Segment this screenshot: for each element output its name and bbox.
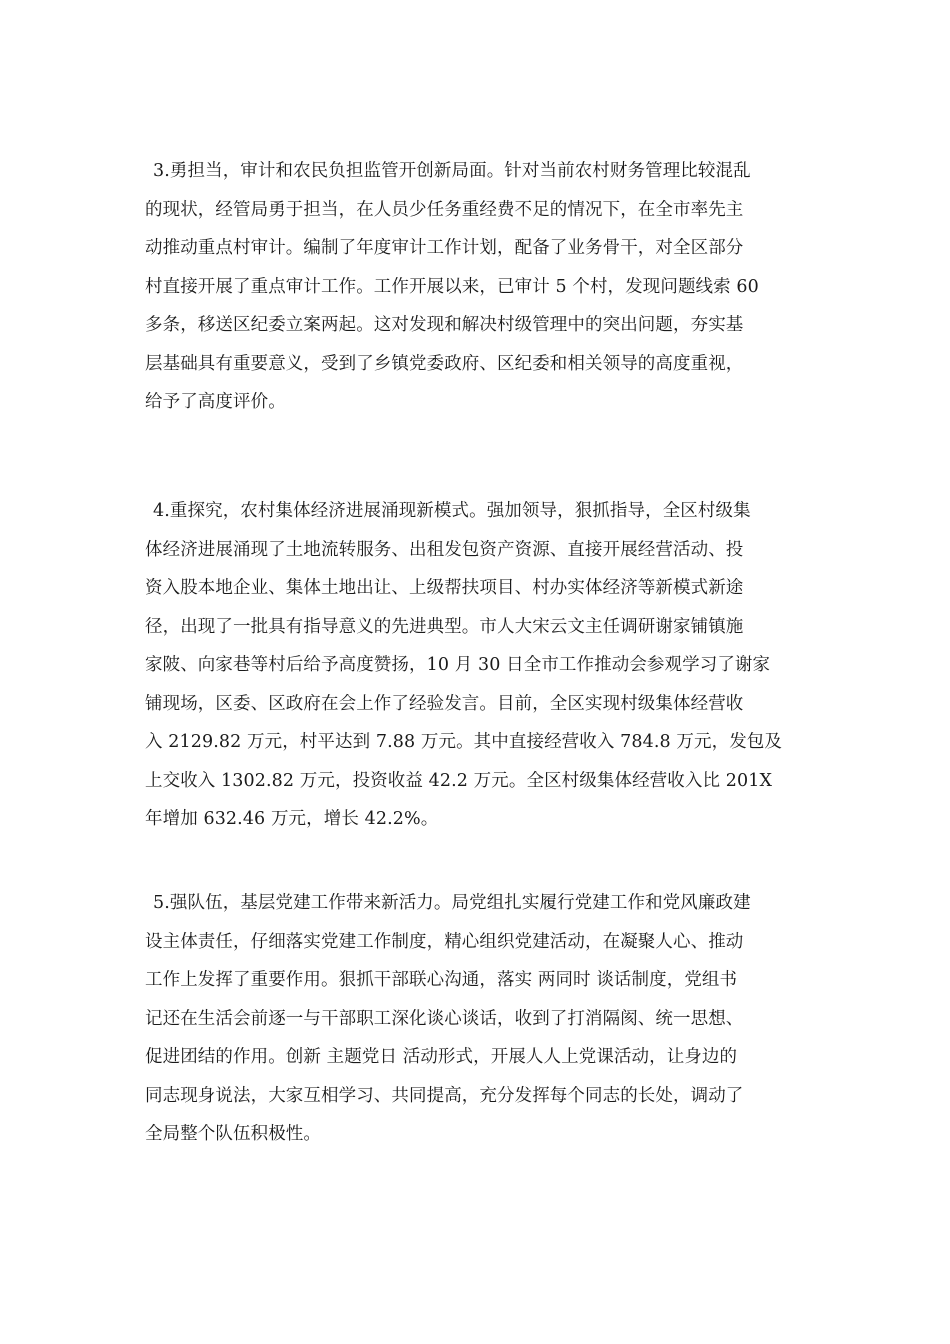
text-line: 体经济进展涌现了土地流转服务、出租发包资产资源、直接开展经营活动、投 [145,539,744,560]
text-line: 家陂、向家巷等村后给予高度赞扬，10 月 30 日全市工作推动会参观学习了谢家 [145,655,771,675]
text-line: 铺现场，区委、区政府在会上作了经验发言。目前，全区实现村级集体经营收 [145,693,744,714]
text-line: 的现状，经管局勇于担当，在人员少任务重经费不足的情况下，在全市率先主 [145,199,744,220]
text-line: 全局整个队伍积极性。 [145,1124,321,1144]
text-line: 多条，移送区纪委立案两起。这对发现和解决村级管理中的突出问题，夯实基 [145,315,744,335]
text-line: 村直接开展了重点审计工作。工作开展以来，已审计 5 个村，发现问题线索 60 [145,276,759,297]
text-line: 年增加 632.46 万元，增长 42.2%。 [145,809,439,829]
text-line: 入 2129.82 万元，村平达到 7.88 万元。其中直接经营收入 784.8 万元，发包及 [145,732,783,752]
text-line: 记还在生活会前逐一与干部职工深化谈心谈话，收到了打消隔阂、统一思想、 [145,1008,744,1029]
text-line: 层基础具有重要意义，受到了乡镇党委政府、区纪委和相关领导的高度重视， [145,353,744,374]
text-line: 径，出现了一批具有指导意义的先进典型。市人大宋云文主任调研谢家铺镇施 [145,616,744,637]
text-line: 促进团结的作用。创新 主题党日 活动形式，开展人人上党课活动，让身边的 [145,1047,738,1067]
paragraph-item-3 [145,152,810,422]
text-line: 设主体责任，仔细落实党建工作制度，精心组织党建活动，在凝聚人心、推动 [145,931,744,952]
paragraph-item-4 [145,492,810,839]
text-line: 5.强队伍，基层党建工作带来新活力。局党组扎实履行党建工作和党风廉政建 [153,893,751,913]
text-line: 同志现身说法，大家互相学习、共同提高，充分发挥每个同志的长处，调动了 [145,1085,744,1106]
text-line: 工作上发挥了重要作用。狠抓干部联心沟通，落实 两同时 谈话制度，党组书 [145,970,738,990]
text-line: 动推动重点村审计。编制了年度审计工作计划，配备了业务骨干，对全区部分 [145,238,744,258]
text-line: 资入股本地企业、集体土地出让、上级帮扶项目、村办实体经济等新模式新途 [145,578,744,598]
text-line: 给予了高度评价。 [145,392,286,412]
text-line: 上交收入 1302.82 万元，投资收益 42.2 万元。全区村级集体经营收入比 201X [145,770,773,791]
text-line: 3.勇担当，审计和农民负担监管开创新局面。针对当前农村财务管理比较混乱 [153,161,751,181]
text-line: 4.重探究，农村集体经济进展涌现新模式。强加领导，狠抓指导，全区村级集 [153,501,751,521]
paragraph-item-5 [145,884,810,1154]
